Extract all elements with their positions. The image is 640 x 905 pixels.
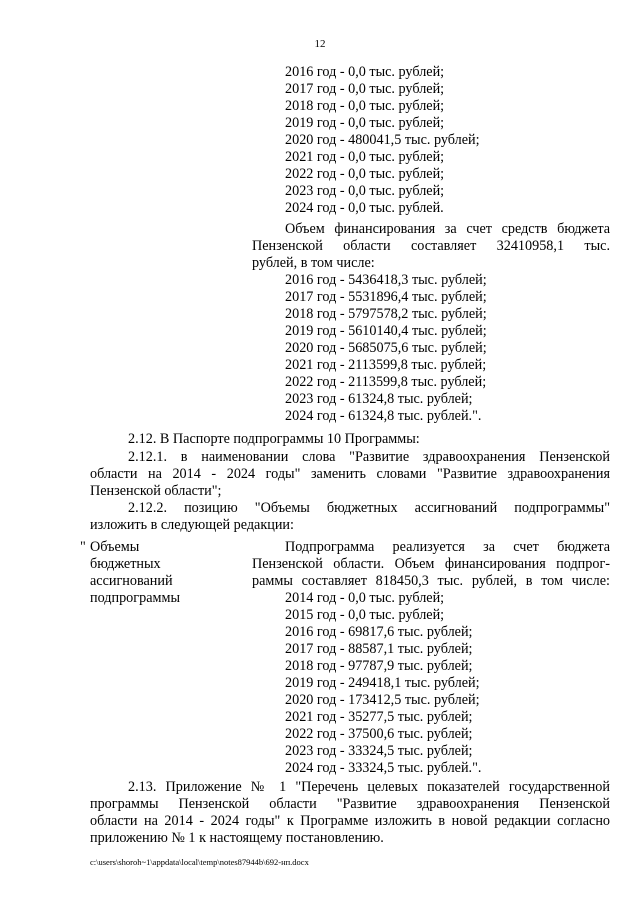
year-line: 2023 год - 0,0 тыс. рублей; (285, 183, 445, 199)
right-intro-line3: раммы составляет 818450,3 тыс. рублей, в том числе: (252, 573, 610, 589)
item-2-12-2-line1: 2.12.2. позицию "Объемы бюджетных ассигнований подпрограммы" (128, 500, 610, 516)
item-2-12: 2.12. В Паспорте подпрограммы 10 Программы: (128, 431, 420, 447)
item-2-13-line3: области на 2014 - 2024 годы" к Программе изложить в новой редакции согласно (90, 813, 610, 829)
left-col-line: подпрограммы (90, 590, 180, 606)
right-intro-line2: Пензенской области. Объем финансирования подпрог- (252, 556, 610, 572)
left-col-line: ассигнований (90, 573, 173, 589)
item-2-12-2-line2: изложить в следующей редакции: (90, 517, 294, 533)
year-line: 2020 год - 480041,5 тыс. рублей; (285, 132, 480, 148)
year-line: 2021 год - 0,0 тыс. рублей; (285, 149, 445, 165)
year-line: 2022 год - 0,0 тыс. рублей; (285, 166, 445, 182)
year-line: 2017 год - 88587,1 тыс. рублей; (285, 641, 473, 657)
year-line: 2016 год - 69817,6 тыс. рублей; (285, 624, 473, 640)
left-col-line: Объемы (90, 539, 140, 555)
year-line: 2016 год - 5436418,3 тыс. рублей; (285, 272, 487, 288)
regional-budget-line2: Пензенской области составляет 32410958,1 тыс. (252, 238, 610, 254)
year-line: 2014 год - 0,0 тыс. рублей; (285, 590, 445, 606)
year-line: 2023 год - 33324,5 тыс. рублей; (285, 743, 473, 759)
year-line: 2024 год - 61324,8 тыс. рублей.". (285, 408, 482, 424)
regional-budget-line1: Объем финансирования за счет средств бюджета (285, 221, 610, 237)
page-number: 12 (314, 38, 326, 50)
year-line: 2019 год - 0,0 тыс. рублей; (285, 115, 445, 131)
open-quote: " (80, 539, 86, 555)
year-line: 2015 год - 0,0 тыс. рублей; (285, 607, 445, 623)
item-2-12-1-line1: 2.12.1. в наименовании слова "Развитие здравоохранения Пензенской (128, 449, 610, 465)
left-col-line: бюджетных (90, 556, 161, 572)
year-line: 2020 год - 5685075,6 тыс. рублей; (285, 340, 487, 356)
year-line: 2024 год - 33324,5 тыс. рублей.". (285, 760, 482, 776)
year-line: 2017 год - 5531896,4 тыс. рублей; (285, 289, 487, 305)
item-2-13-line1: 2.13. Приложение № 1 "Перечень целевых показателей государственной (128, 779, 610, 795)
year-line: 2019 год - 249418,1 тыс. рублей; (285, 675, 480, 691)
year-line: 2024 год - 0,0 тыс. рублей. (285, 200, 444, 216)
year-line: 2022 год - 37500,6 тыс. рублей; (285, 726, 473, 742)
year-line: 2022 год - 2113599,8 тыс. рублей; (285, 374, 487, 390)
year-line: 2023 год - 61324,8 тыс. рублей; (285, 391, 473, 407)
year-line: 2021 год - 2113599,8 тыс. рублей; (285, 357, 487, 373)
item-2-12-1-line3: Пензенской области"; (90, 483, 222, 499)
year-line: 2018 год - 0,0 тыс. рублей; (285, 98, 445, 114)
item-2-12-1-line2: области на 2014 - 2024 годы" заменить словами "Развитие здравоохранения (90, 466, 610, 482)
year-line: 2021 год - 35277,5 тыс. рублей; (285, 709, 473, 725)
regional-budget-line3: рублей, в том числе: (252, 255, 375, 271)
year-line: 2016 год - 0,0 тыс. рублей; (285, 64, 445, 80)
right-intro-line1: Подпрограмма реализуется за счет бюджета (285, 539, 610, 555)
item-2-13-line2: программы Пензенской области "Развитие здравоохранения Пензенской (90, 796, 610, 812)
year-line: 2020 год - 173412,5 тыс. рублей; (285, 692, 480, 708)
footer-file-path: c:\users\shoroh~1\appdata\local\temp\notes87944b\692-нп.docx (90, 857, 309, 867)
year-line: 2017 год - 0,0 тыс. рублей; (285, 81, 445, 97)
year-line: 2018 год - 5797578,2 тыс. рублей; (285, 306, 487, 322)
year-line: 2019 год - 5610140,4 тыс. рублей; (285, 323, 487, 339)
year-line: 2018 год - 97787,9 тыс. рублей; (285, 658, 473, 674)
item-2-13-line4: приложению № 1 к настоящему постановлению. (90, 830, 384, 846)
